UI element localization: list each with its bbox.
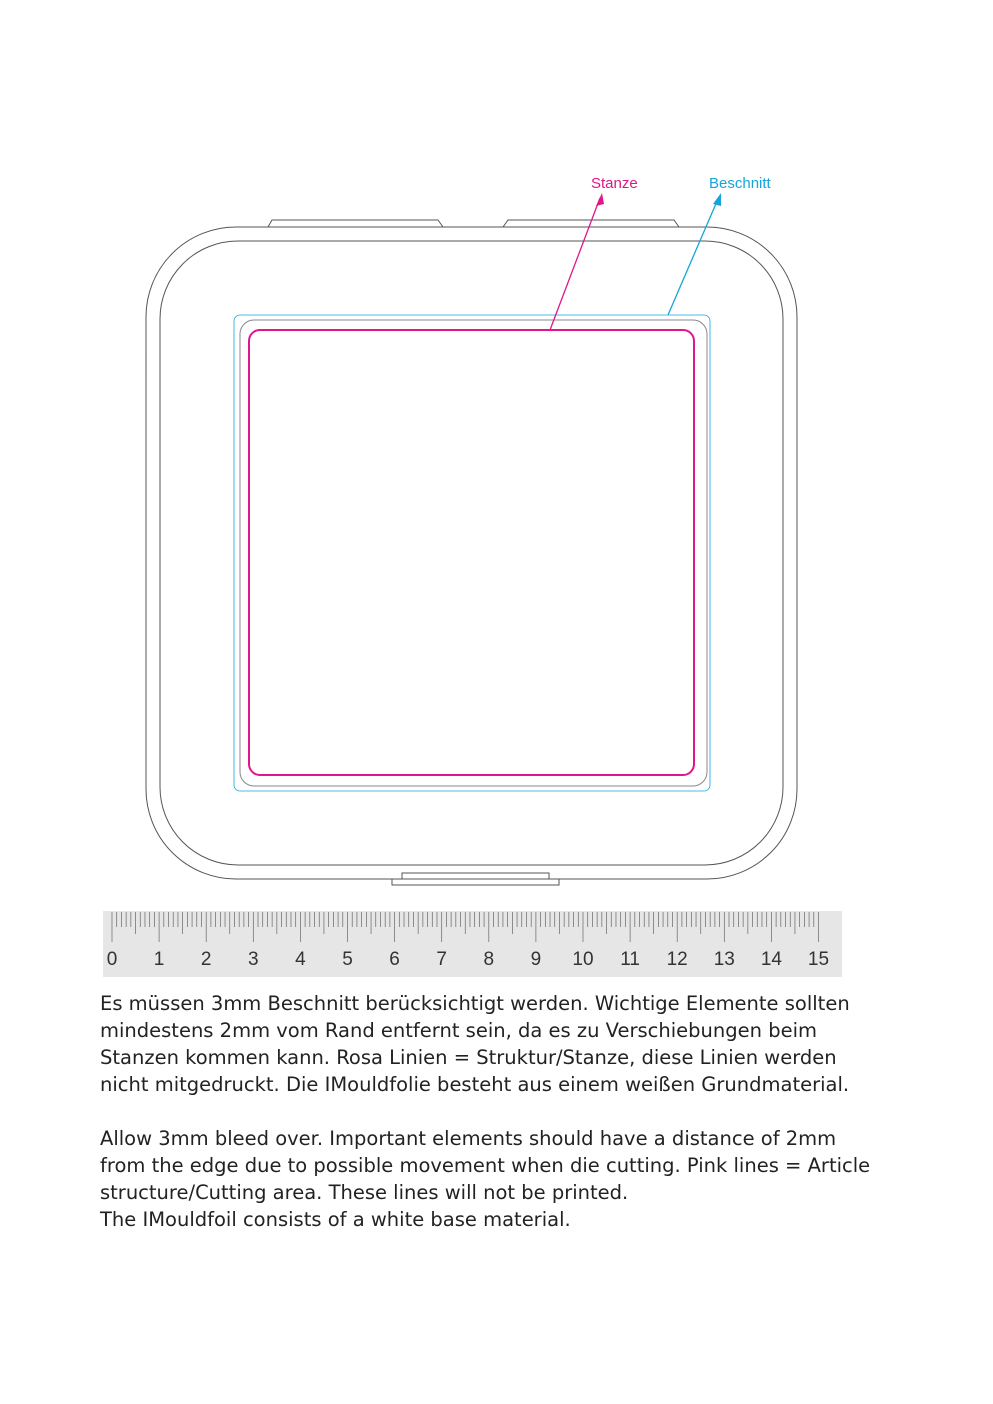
beschnitt-label: Beschnitt bbox=[709, 175, 771, 192]
ruler-number: 10 bbox=[572, 949, 594, 970]
top-tab-left bbox=[268, 220, 443, 227]
ruler-number: 12 bbox=[666, 949, 688, 970]
beschnitt-line bbox=[234, 315, 710, 791]
ruler-number: 7 bbox=[436, 949, 447, 970]
stanze-label: Stanze bbox=[591, 175, 638, 192]
text-line: Es müssen 3mm Beschnitt berücksichtigt werden. Wichtige Elemente sollten bbox=[100, 992, 850, 1015]
instructions-english bbox=[100, 1125, 920, 1233]
ruler-number: 2 bbox=[200, 949, 212, 970]
ruler-number: 9 bbox=[530, 949, 542, 970]
text-line: mindestens 2mm vom Rand entfernt sein, da es zu Verschiebungen beim bbox=[100, 1019, 817, 1042]
beschnitt-arrowhead bbox=[713, 193, 721, 206]
instructions-german bbox=[100, 990, 920, 1098]
ruler-number: 8 bbox=[483, 949, 495, 970]
stanze-arrowhead bbox=[596, 193, 604, 206]
text-line: Allow 3mm bleed over. Important elements should have a distance of 2mm bbox=[100, 1127, 837, 1150]
ruler bbox=[103, 911, 842, 977]
text-line: The IMouldfoil consists of a white base material. bbox=[100, 1208, 571, 1231]
inner-body bbox=[160, 241, 783, 865]
ruler-number: 0 bbox=[106, 949, 118, 970]
text-line: from the edge due to possible movement when die cutting. Pink lines = Article bbox=[100, 1154, 871, 1177]
bottom-tab-inner bbox=[402, 873, 549, 879]
beschnitt-leader bbox=[668, 199, 718, 315]
ruler-number: 13 bbox=[713, 949, 735, 970]
ruler-ticks bbox=[103, 911, 842, 951]
recess bbox=[240, 320, 707, 786]
ruler-number: 14 bbox=[760, 949, 782, 970]
ruler-number: 3 bbox=[248, 949, 259, 970]
ruler-number: 15 bbox=[807, 949, 830, 970]
bottom-tab bbox=[392, 879, 559, 885]
text-line: structure/Cutting area. These lines will not be printed. bbox=[100, 1181, 629, 1204]
ruler-number: 4 bbox=[295, 949, 306, 970]
ruler-number: 6 bbox=[389, 949, 400, 970]
ruler-number: 5 bbox=[342, 949, 353, 970]
ruler-number: 11 bbox=[620, 949, 640, 970]
stanze-leader bbox=[550, 198, 600, 330]
ruler-number: 1 bbox=[153, 949, 165, 970]
text-line: nicht mitgedruckt. Die IMouldfolie besteht aus einem weißen Grundmaterial. bbox=[100, 1073, 850, 1096]
stanze-line bbox=[249, 330, 694, 775]
text-line: Stanzen kommen kann. Rosa Linien = Struktur/Stanze, diese Linien werden bbox=[100, 1046, 837, 1069]
